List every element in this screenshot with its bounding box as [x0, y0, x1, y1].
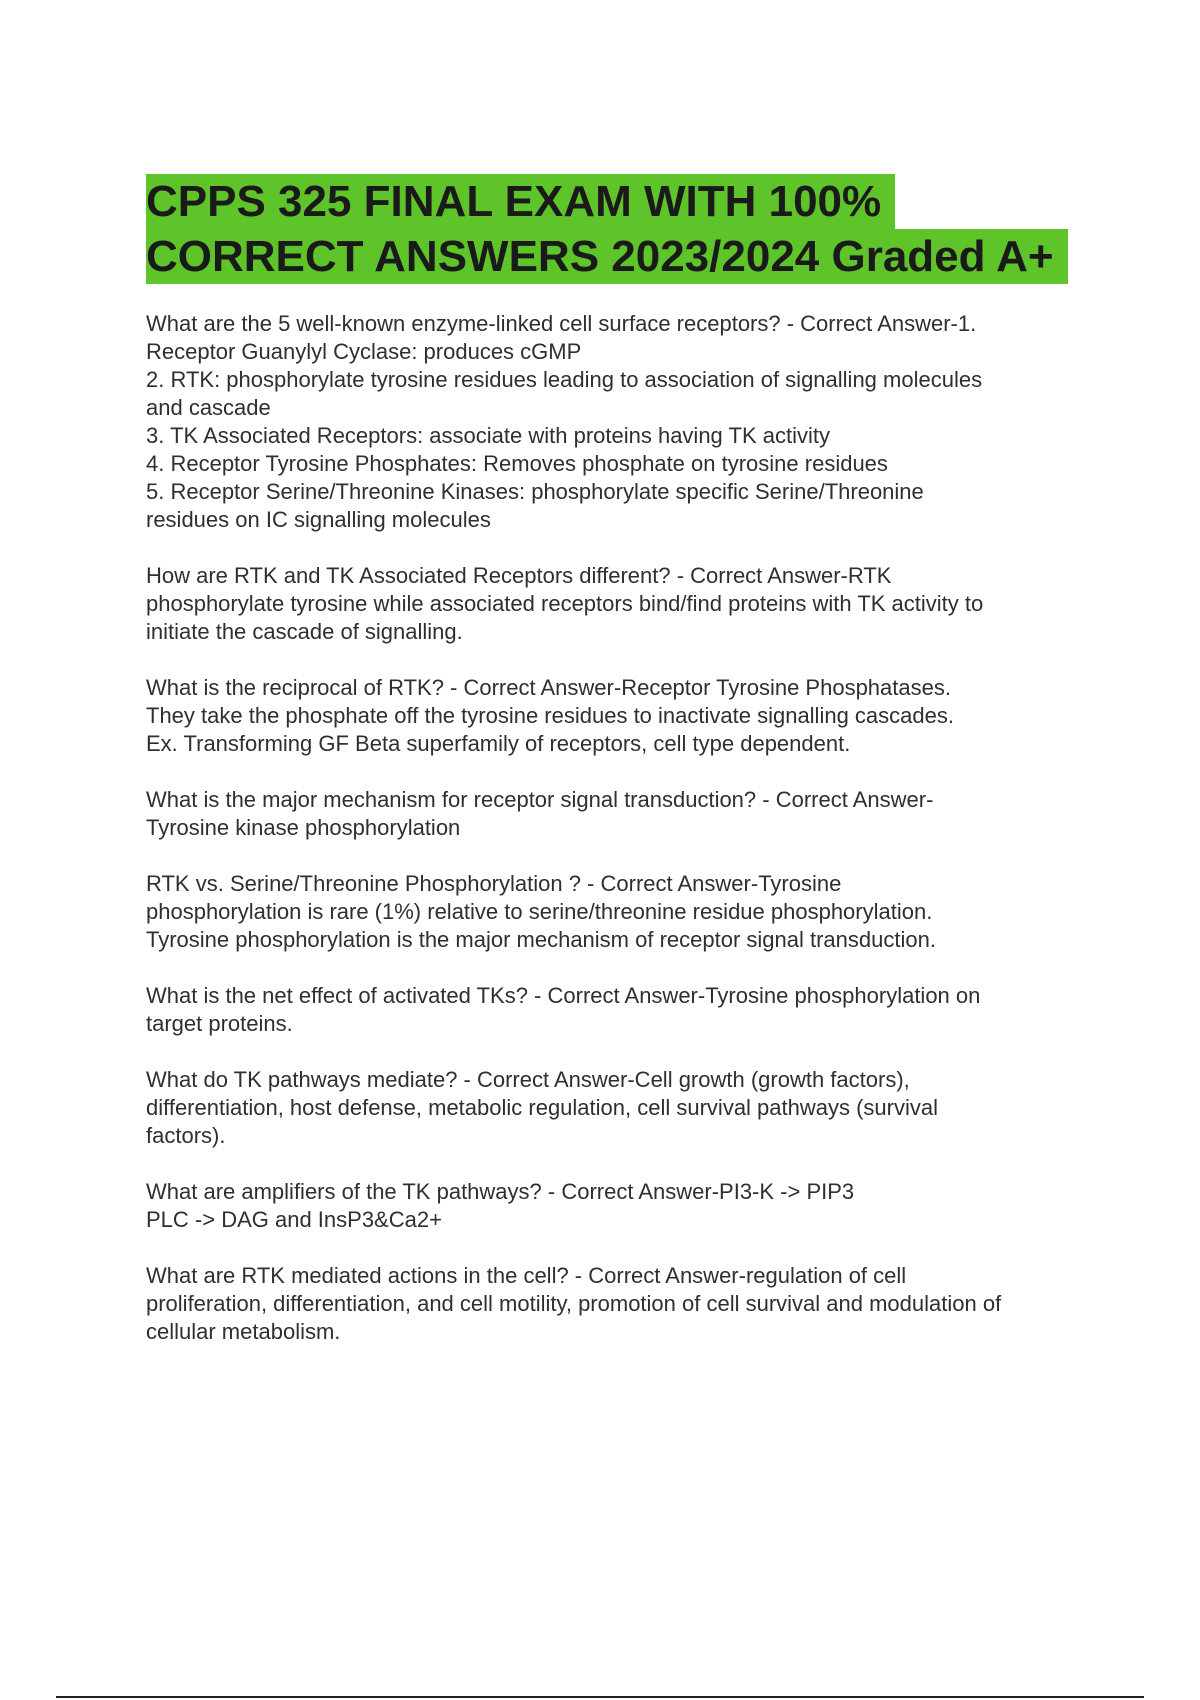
- qa-line: 2. RTK: phosphorylate tyrosine residues leading to association of signalling molecules: [146, 367, 983, 392]
- qa-line: What is the net effect of activated TKs? - Correct Answer-Tyrosine phosphorylation on: [146, 983, 981, 1008]
- qa-line: Tyrosine phosphorylation is the major mechanism of receptor signal transduction.: [146, 927, 936, 952]
- qa-line: phosphorylation is rare (1%) relative to serine/threonine residue phosphorylation.: [146, 899, 933, 924]
- title-line-2: CORRECT ANSWERS 2023/2024 Graded A+: [146, 229, 1068, 284]
- qa-line: How are RTK and TK Associated Receptors different? - Correct Answer-RTK: [146, 563, 892, 588]
- qa-line: What is the major mechanism for receptor signal transduction? - Correct Answer-: [146, 787, 934, 812]
- qa-item: [146, 982, 1106, 1038]
- qa-item: [146, 310, 1106, 534]
- qa-line: differentiation, host defense, metabolic regulation, cell survival pathways (survival: [146, 1095, 938, 1120]
- qa-item: [146, 1262, 1106, 1346]
- qa-line: 3. TK Associated Receptors: associate with proteins having TK activity: [146, 423, 830, 448]
- qa-line: target proteins.: [146, 1011, 293, 1036]
- qa-item: [146, 562, 1106, 646]
- qa-line: What are amplifiers of the TK pathways? - Correct Answer-PI3-K -> PIP3: [146, 1179, 855, 1204]
- qa-line: RTK vs. Serine/Threonine Phosphorylation ? - Correct Answer-Tyrosine: [146, 871, 842, 896]
- qa-line: They take the phosphate off the tyrosine residues to inactivate signalling cascades.: [146, 703, 954, 728]
- qa-item: [146, 870, 1106, 954]
- qa-line: Receptor Guanylyl Cyclase: produces cGMP: [146, 339, 582, 364]
- qa-line: proliferation, differentiation, and cell motility, promotion of cell survival and modulation of: [146, 1291, 1002, 1316]
- qa-item: [146, 786, 1106, 842]
- qa-line: What are the 5 well-known enzyme-linked cell surface receptors? - Correct Answer-1.: [146, 311, 977, 336]
- qa-item: [146, 1178, 1106, 1234]
- qa-item: [146, 674, 1106, 758]
- qa-line: Ex. Transforming GF Beta superfamily of receptors, cell type dependent.: [146, 731, 851, 756]
- qa-line: cellular metabolism.: [146, 1319, 341, 1344]
- qa-line: Tyrosine kinase phosphorylation: [146, 815, 461, 840]
- qa-line: What is the reciprocal of RTK? - Correct Answer-Receptor Tyrosine Phosphatases.: [146, 675, 951, 700]
- qa-line: 5. Receptor Serine/Threonine Kinases: phosphorylate specific Serine/Threonine: [146, 479, 924, 504]
- qa-item: [146, 1066, 1106, 1150]
- document-title: [146, 174, 1161, 284]
- qa-line: phosphorylate tyrosine while associated receptors bind/find proteins with TK activity to: [146, 591, 984, 616]
- qa-line: and cascade: [146, 395, 271, 420]
- qa-line: 4. Receptor Tyrosine Phosphates: Removes phosphate on tyrosine residues: [146, 451, 888, 476]
- qa-line: PLC -> DAG and InsP3&Ca2+: [146, 1207, 442, 1232]
- qa-line: initiate the cascade of signalling.: [146, 619, 463, 644]
- qa-line: What are RTK mediated actions in the cell? - Correct Answer-regulation of cell: [146, 1263, 907, 1288]
- qa-line: What do TK pathways mediate? - Correct Answer-Cell growth (growth factors),: [146, 1067, 910, 1092]
- qa-line: residues on IC signalling molecules: [146, 507, 491, 532]
- title-line-1: CPPS 325 FINAL EXAM WITH 100%: [146, 174, 895, 229]
- qa-list: [146, 310, 1106, 1374]
- qa-line: factors).: [146, 1123, 226, 1148]
- footer-rule: [56, 1696, 1144, 1698]
